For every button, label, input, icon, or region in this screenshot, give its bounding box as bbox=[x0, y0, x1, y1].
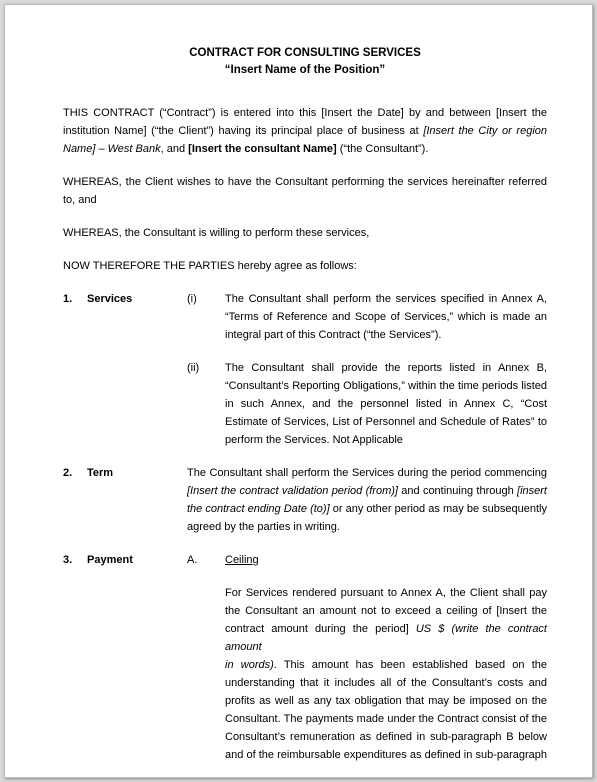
subsection-label: A. bbox=[187, 554, 198, 566]
clause-line: “Terms of Reference and Scope of Services,” which is made an bbox=[225, 311, 547, 323]
clause-line: Estimate of Services, List of Personnel and Schedule of Rates” to bbox=[225, 416, 547, 428]
section-number: 3. bbox=[63, 554, 73, 566]
section-payment bbox=[63, 551, 547, 764]
section-body bbox=[187, 290, 547, 449]
clause-line: The Consultant shall perform the services specified in Annex A, bbox=[225, 293, 547, 305]
section-heading: Term bbox=[87, 467, 114, 479]
term-line bbox=[187, 500, 547, 518]
ceiling-line bbox=[225, 620, 547, 656]
clause-text bbox=[225, 359, 547, 449]
term-line: agreed by the parties in writing. bbox=[187, 521, 340, 533]
document-frame bbox=[4, 4, 593, 778]
intro-paragraph bbox=[63, 104, 547, 158]
whereas-line: WHEREAS, the Client wishes to have the Consultant performing the services hereinafter referred bbox=[63, 176, 547, 188]
intro-text: (“the Consultant”). bbox=[336, 143, 429, 155]
whereas-line: to, and bbox=[63, 194, 97, 206]
whereas-paragraph-1 bbox=[63, 173, 547, 209]
consultant-name-placeholder: [Insert the consultant Name] bbox=[188, 143, 337, 155]
now-therefore-paragraph: NOW THEREFORE THE PARTIES hereby agree as follows: bbox=[63, 260, 357, 272]
document-page bbox=[63, 45, 547, 764]
ceiling-paragraph bbox=[187, 584, 547, 764]
ceiling-line: Consultant. The payments made under the Contract consist of the bbox=[225, 713, 547, 725]
clause-i bbox=[187, 290, 547, 344]
clause-label: (ii) bbox=[187, 362, 200, 374]
term-text: and continuing through bbox=[397, 485, 518, 497]
section-term bbox=[63, 464, 547, 536]
intro-line: THIS CONTRACT (“Contract”) is entered into this [Insert the Date] by and between [Insert the bbox=[63, 107, 547, 119]
intro-line bbox=[63, 122, 547, 140]
intro-placeholder: Name] – West Bank bbox=[63, 143, 161, 155]
document-title: CONTRACT FOR CONSULTING SERVICES bbox=[189, 47, 421, 59]
clause-label: (i) bbox=[187, 293, 197, 305]
term-line bbox=[187, 482, 547, 500]
whereas-paragraph-2: WHEREAS, the Consultant is willing to perform these services, bbox=[63, 227, 370, 239]
ceiling-placeholder: in words) bbox=[225, 659, 274, 671]
clause-line: in such Annex, and the personnel listed in Annex C, “Cost bbox=[225, 398, 547, 410]
section-services bbox=[63, 290, 547, 449]
section-heading: Services bbox=[87, 293, 133, 305]
section-number: 2. bbox=[63, 467, 73, 479]
ceiling-text-span: . This amount has been established based on the bbox=[273, 659, 547, 671]
intro-text: , and bbox=[160, 143, 189, 155]
ceiling-line: the Consultant an amount not to exceed a ceiling of [Insert the bbox=[225, 605, 547, 617]
intro-placeholder: [Insert the City or region bbox=[423, 125, 547, 137]
clause-line: “Consultant’s Reporting Obligations,” within the time periods listed bbox=[225, 380, 547, 392]
section-body bbox=[187, 464, 547, 536]
ceiling-line bbox=[225, 656, 547, 674]
intro-text: institution Name] (“the Client”) having its principal place of business at bbox=[63, 125, 424, 137]
intro-line bbox=[63, 140, 547, 158]
clause-line: perform the Services. Not Applicable bbox=[225, 434, 403, 446]
subsection-a bbox=[187, 551, 547, 569]
ceiling-line: profits as well as any tax obligation that may be imposed on the bbox=[225, 695, 547, 707]
ceiling-line: Consultant’s remuneration as defined in sub-paragraph B below bbox=[225, 731, 547, 743]
clause-ii bbox=[187, 359, 547, 449]
section-number: 1. bbox=[63, 293, 73, 305]
term-line: The Consultant shall perform the Services during the period commencing bbox=[187, 467, 547, 479]
ceiling-line: and of the reimbursable expenditures as defined in sub-paragraph bbox=[225, 749, 547, 761]
term-placeholder: [Insert the contract validation period (from)] bbox=[187, 485, 398, 497]
term-placeholder: the contract ending Date (to)] bbox=[187, 503, 330, 515]
section-heading: Payment bbox=[87, 554, 133, 566]
section-body bbox=[187, 551, 547, 764]
clause-line: The Consultant shall provide the reports listed in Annex B, bbox=[225, 362, 547, 374]
ceiling-line: understanding that it includes all of the Consultant’s costs and bbox=[225, 677, 547, 689]
term-placeholder: [insert bbox=[517, 485, 547, 497]
ceiling-text-span: contract amount during the period] bbox=[225, 623, 416, 635]
subsection-heading: Ceiling bbox=[225, 554, 259, 566]
document-subtitle: “Insert Name of the Position” bbox=[224, 64, 386, 76]
ceiling-line: For Services rendered pursuant to Annex A, the Client shall pay bbox=[225, 587, 547, 599]
term-text: or any other period as may be subsequently bbox=[329, 503, 547, 515]
clause-line: integral part of this Contract (“the Services”). bbox=[225, 329, 442, 341]
ceiling-placeholder: US $ (write the contract amount bbox=[225, 623, 547, 653]
ceiling-text bbox=[225, 584, 547, 764]
clause-text bbox=[225, 290, 547, 344]
